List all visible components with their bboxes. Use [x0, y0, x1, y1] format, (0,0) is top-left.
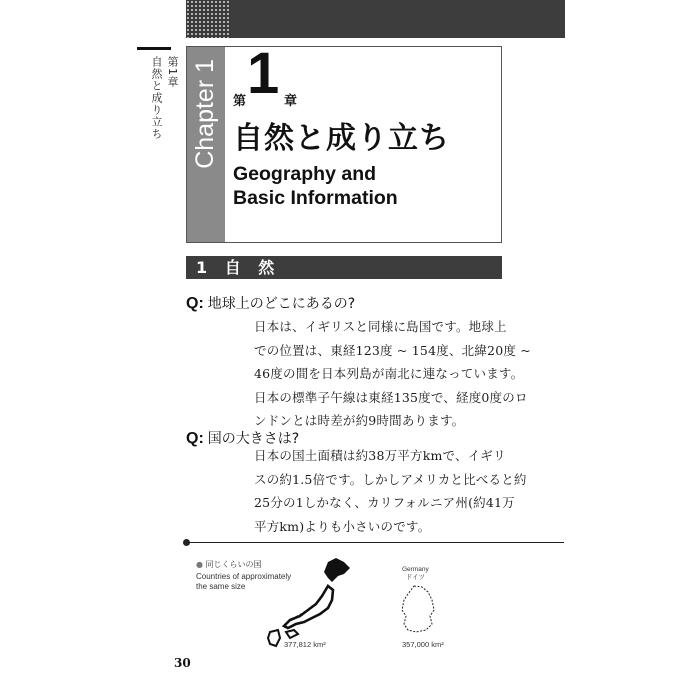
running-head-rule — [137, 47, 171, 50]
page-number: 30 — [174, 656, 191, 670]
chapter-title-jp: 自然と成り立ち — [233, 121, 450, 156]
chapter-dai: 第 — [233, 94, 247, 109]
caption-en-line1: Countries of approximately — [196, 572, 292, 581]
answer-line: 日本は、イギリスと同様に島国です。地球上 — [254, 319, 507, 334]
running-head-chapter: 第1章 — [166, 56, 179, 88]
diagram-caption-jp — [196, 559, 262, 570]
caption-jp-text: 同じくらいの国 — [205, 560, 262, 569]
answer-line: 25分の1しかなく、カリフォルニア州(約41万 — [254, 495, 515, 510]
question-1 — [186, 293, 355, 313]
divider-dot — [183, 539, 190, 546]
japan-map-icon — [258, 552, 368, 650]
germany-area-label: 357,000 km² — [402, 640, 444, 649]
answer-line: ンドンとは時差が約9時間あります。 — [254, 413, 465, 428]
japan-area-label: 377,812 km² — [284, 640, 326, 649]
answer-2 — [254, 444, 527, 538]
running-head-title: 自然と成り立ち — [150, 56, 163, 140]
header-bar — [231, 0, 565, 38]
running-head — [148, 56, 180, 140]
answer-line: での位置は、東経123度 ~ 154度、北緯20度 ~ — [254, 342, 531, 358]
caption-en-line2: the same size — [196, 582, 246, 591]
answer-1 — [254, 315, 531, 433]
answer-line: 日本の国土面積は約38万平方kmで、イギリ — [254, 448, 506, 463]
answer-line: 46度の間を日本列島が南北に連なっています。 — [254, 366, 524, 381]
bullet-icon: ● — [196, 560, 203, 569]
answer-line: 平方km)よりも小さいのです。 — [254, 518, 431, 534]
question-text: 地球上のどこにあるの? — [207, 296, 356, 312]
germany-name-jp: ドイツ — [405, 574, 425, 581]
chapter-title-box — [186, 41, 502, 243]
germany-label — [402, 566, 429, 582]
chapter-title-en — [233, 162, 398, 210]
q-mark: Q: — [186, 430, 204, 447]
question-text: 国の大きさは? — [207, 431, 300, 447]
answer-line: 日本の標準子午線は東経135度で、経度0度のロ — [254, 389, 528, 405]
germany-map-icon — [396, 584, 440, 634]
chapter-sho: 章 — [284, 94, 298, 109]
answer-line: スの約1.5倍です。しかしアメリカと比べると約 — [254, 471, 527, 487]
chapter-strip — [187, 47, 225, 242]
chapter-number: 1 — [247, 41, 280, 106]
diagram-divider — [186, 542, 564, 543]
chapter-strip-label: Chapter 1 — [191, 59, 219, 169]
chapter-title-en-line1: Geography and — [233, 163, 377, 185]
chapter-title-en-line2: Basic Information — [233, 187, 398, 209]
germany-name-en: Germany — [402, 566, 429, 573]
q-mark: Q: — [186, 295, 204, 312]
header-pattern — [186, 0, 231, 38]
section-heading: 1 自 然 — [186, 256, 502, 279]
